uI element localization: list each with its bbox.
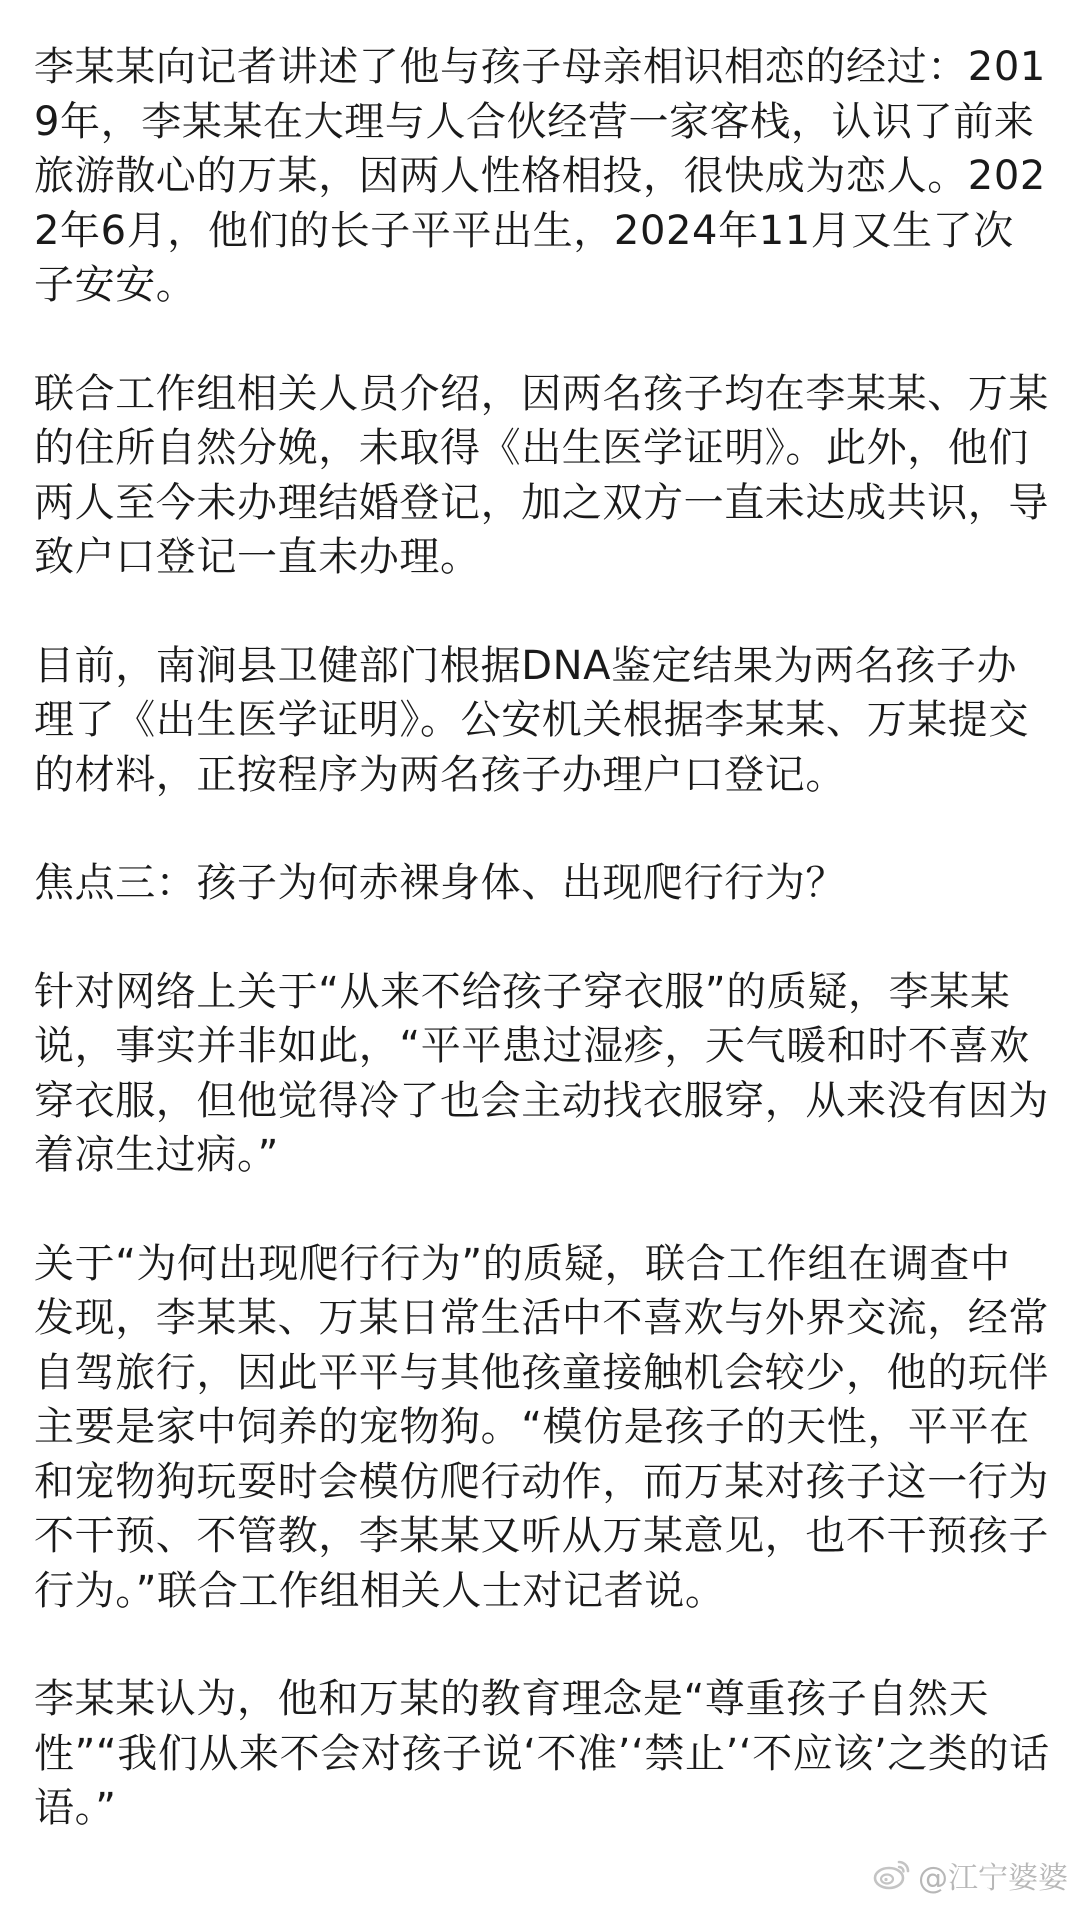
paragraph-6: 李某某认为，他和万某的教育理念是“尊重孩子自然天性”“我们从来不会对孩子说‘不准’‘禁止’‘不应该’之类的话语。” bbox=[34, 1676, 1050, 1831]
watermark-text: @江宁婆婆 bbox=[918, 1860, 1068, 1896]
watermark bbox=[872, 1856, 1068, 1901]
paragraph-1: 李某某向记者讲述了他与孩子母亲相识相恋的经过：2019年，李某某在大理与人合伙经营一家客栈，认识了前来旅游散心的万某，因两人性格相投，很快成为恋人。2022年6月，他们的长子平平出生，2024年11月又生了次子安安。 bbox=[34, 44, 1046, 308]
paragraph-2: 联合工作组相关人员介绍，因两名孩子均在李某某、万某的住所自然分娩，未取得《出生医学证明》。此外，他们两人至今未办理结婚登记，加之双方一直未达成共识，导致户口登记一直未办理。 bbox=[34, 370, 1049, 580]
paragraph-3: 目前，南涧县卫健部门根据DNA鉴定结果为两名孩子办理了《出生医学证明》。公安机关根据李某某、万某提交的材料，正按程序为两名孩子办理户口登记。 bbox=[34, 642, 1029, 798]
section-heading: 焦点三：孩子为何赤裸身体、出现爬行行为？ bbox=[34, 860, 846, 906]
article-body bbox=[34, 40, 1050, 1890]
paragraph-5: 关于“为何出现爬行行为”的质疑，联合工作组在调查中发现，李某某、万某日常生活中不喜欢与外界交流，经常自驾旅行，因此平平与其他孩童接触机会较少，他的玩伴主要是家中饲养的宠物狗。“模仿是孩子的天性，平平在和宠物狗玩耍时会模仿爬行动作，而万某对孩子这一行为不干预、不管教，李某某又听从万某意见，也不干预孩子行为。”联合工作组相关人士对记者说。 bbox=[34, 1240, 1049, 1614]
weibo-icon bbox=[872, 1856, 912, 1901]
paragraph-4: 针对网络上关于“从来不给孩子穿衣服”的质疑，李某某说，事实并非如此，“平平患过湿疹，天气暖和时不喜欢穿衣服，但他觉得冷了也会主动找衣服穿，从来没有因为着凉生过病。” bbox=[34, 968, 1049, 1178]
